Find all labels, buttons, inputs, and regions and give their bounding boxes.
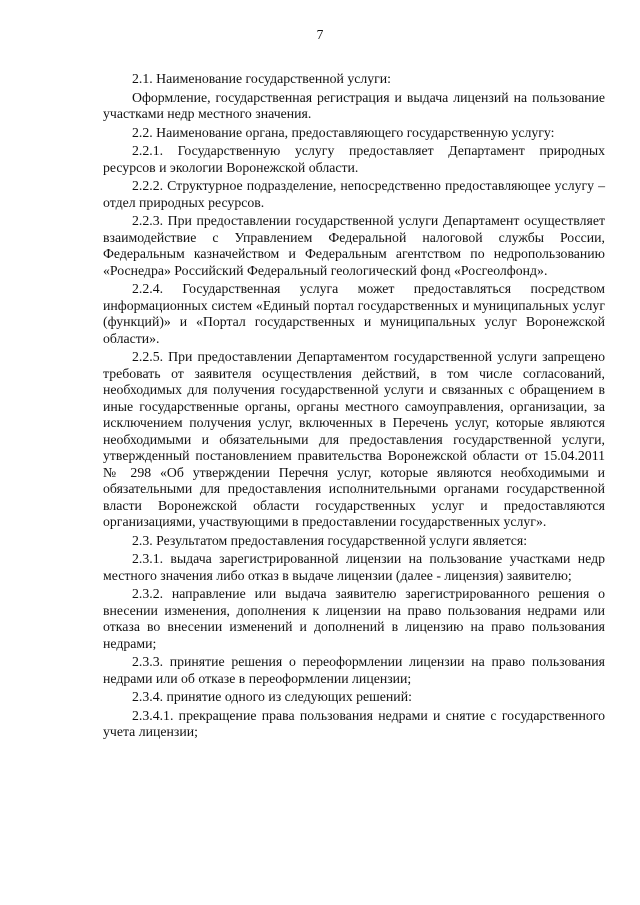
paragraph-2-3-3: 2.3.3. принятие решения о переоформлении лицензии на право пользования недрами или об отказе в переоформлении лицензии; bbox=[103, 654, 605, 686]
paragraph-2-2-5: 2.2.5. При предоставлении Департаментом государственной услуги запрещено требовать от заявителя осуществления действий, в том числе согласований, необходимых для получения государственной услуги и связанных с обращением в иные государственные органы, органы местного самоуправления, организации, за исключением получения услуг, включенных в Перечень услуг, которые являются необходимыми и обязательными для предоставления государственной услуги, утвержденный постановлением правительства Воронежской области от 15.04.2011 № 298 «Об утверждении Перечня услуг, которые являются необходимыми и обязательными для предоставления исполнительными органами государственной власти Воронежской области государственных услуг и предоставляются организациями, участвующими в предоставлении государственных услуг». bbox=[103, 349, 605, 529]
paragraph-2-2-3: 2.2.3. При предоставлении государственной услуги Департамент осуществляет взаимодействие с Управлением Федеральной налоговой службы России, Федеральным казначейством и Федеральным агентством по недропользованию «Роснедра» Российский Федеральный геологический фонд «Росгеолфонд». bbox=[103, 213, 605, 278]
paragraph-2-2-1: 2.2.1. Государственную услугу предоставляет Департамент природных ресурсов и экологии Воронежской области. bbox=[103, 143, 605, 175]
paragraph-2-3-4: 2.3.4. принятие одного из следующих решений: bbox=[132, 689, 412, 704]
paragraph-2-2: 2.2. Наименование органа, предоставляющего государственную услугу: bbox=[132, 124, 555, 140]
paragraph-2-3: 2.3. Результатом предоставления государственной услуги является: bbox=[132, 532, 528, 548]
paragraph-2-1: 2.1. Наименование государственной услуги: bbox=[132, 71, 392, 86]
paragraph-2-2-2: 2.2.2. Структурное подразделение, непосредственно предоставляющее услугу – отдел природных ресурсов. bbox=[103, 178, 605, 210]
document-body bbox=[103, 71, 605, 741]
paragraph-2-3-1: 2.3.1. выдача зарегистрированной лицензии на пользование участками недр местного значения либо отказ в выдаче лицензии (далее - лицензия) заявителю; bbox=[103, 551, 605, 583]
paragraph-2-1-text: Оформление, государственная регистрация и выдача лицензий на пользование участками недр местного значения. bbox=[103, 89, 605, 121]
paragraph-2-3-4-1: 2.3.4.1. прекращение права пользования недрами и снятие с государственного учета лицензии; bbox=[103, 707, 605, 739]
paragraph-2-2-4: 2.2.4. Государственная услуга может предоставляться посредством информационных систем «Единый портал государственных и муниципальных услуг (функций)» и «Портал государственных и муниципальных услуг Воронежской области». bbox=[103, 281, 605, 346]
page-number: 7 bbox=[316, 27, 324, 42]
paragraph-2-3-2: 2.3.2. направление или выдача заявителю зарегистрированного решения о внесении изменения, дополнения к лицензии на право пользования недрами или отказа во внесении изменений и дополнений в лицензию на право пользования недрами; bbox=[103, 586, 605, 651]
